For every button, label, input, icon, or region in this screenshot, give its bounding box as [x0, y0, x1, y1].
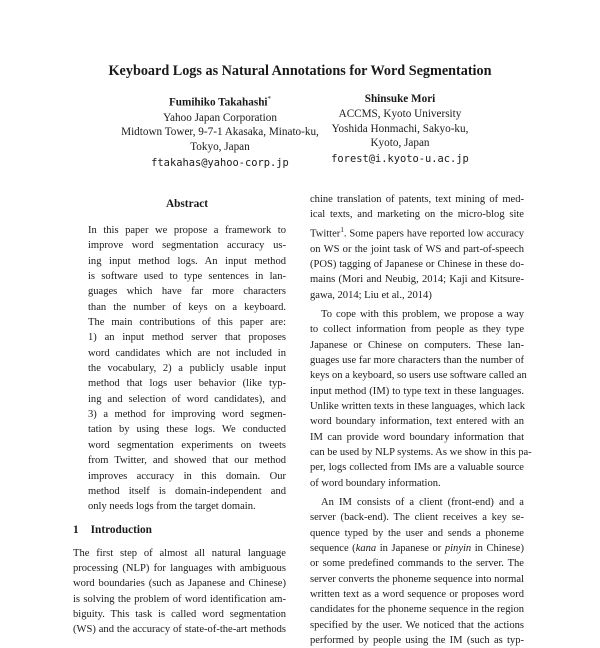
author-email: forest@i.kyoto-u.ac.jp: [331, 153, 469, 166]
abstract-line: 1) an input method server that proposes: [88, 332, 286, 344]
body-line: An IM consists of a client (front-end) and a: [321, 497, 524, 509]
abstract-line: only needs logs from the target domain.: [88, 501, 256, 513]
affiliation-line: Yoshida Honmachi, Sakyo-ku,: [331, 122, 469, 135]
body-line: mains (Mori and Neubig, 2014; Kaji and Kitsure-: [310, 274, 524, 286]
section-number: 1: [73, 523, 79, 536]
body-line: server (back-end). The client receives a key se-: [310, 512, 524, 524]
abstract-body: [88, 223, 286, 515]
author-email: ftakahas@yahoo-corp.jp: [151, 156, 289, 169]
abstract-line: from Twitter, and showed that our method: [88, 455, 286, 467]
body-line: gawa, 2014; Liu et al., 2014): [310, 289, 432, 301]
introduction-body: [73, 546, 286, 638]
affiliation-line: Yahoo Japan Corporation: [163, 111, 277, 124]
author-block-2: [285, 92, 515, 167]
abstract-line: improve word segmentation accuracy us-: [88, 240, 286, 252]
body-line: candidates for the phoneme sequence in the region: [310, 604, 524, 616]
abstract-line: method that logs user behavior (like typ-: [88, 378, 286, 390]
affiliation-line: ACCMS, Kyoto University: [338, 107, 462, 120]
body-line: can be used by NLP systems. As we show in this pa-: [310, 447, 532, 459]
section-title: Introduction: [90, 523, 152, 536]
abstract-line: improves accuracy in this domain. Our: [88, 470, 286, 482]
body-line: is solving the problem of word identification am-: [73, 593, 286, 605]
author-name: Fumihiko Takahashi*: [168, 95, 272, 109]
body-line: of word boundary information.: [310, 477, 441, 489]
abstract-heading: Abstract: [165, 198, 209, 210]
body-line: input method (IM) to type text in these languages.: [310, 385, 524, 397]
abstract-line: guages which have far more characters: [88, 286, 286, 298]
abstract-line: the vocabulary, 2) a publicly usable input: [88, 363, 286, 375]
abstract-line: In this paper we propose a framework to: [88, 225, 286, 236]
body-line: ical texts, and marketing on the micro-blog site: [310, 209, 524, 221]
abstract-line: tation by using these logs. We conducted: [88, 424, 286, 436]
body-line: The first step of almost all natural language: [73, 547, 286, 559]
body-line: biguity. This task is called word segmentation: [73, 608, 286, 620]
abstract-line: ing and selection of word candidates), and: [88, 393, 286, 405]
body-line: Unlike written texts in these languages, which lack: [310, 400, 525, 412]
body-line: Japanese or Chinese on computers. These lan-: [310, 339, 524, 351]
body-line: chine translation of patents, text mining of med-: [310, 194, 524, 205]
body-line: Twitter$^1$. Some papers have reported low accuracy: [310, 225, 524, 240]
body-line: sequence (kana in Japanese or pinyin in Chinese): [310, 543, 524, 555]
section-heading: [73, 523, 286, 538]
body-line: guages use far more characters than the number of: [310, 354, 524, 366]
left-column: [73, 197, 286, 638]
body-line: word boundary information, text entered with an: [310, 416, 524, 428]
body-line: to collect information from people as they type: [310, 324, 524, 336]
body-line: server converts the phoneme sequence into normal: [310, 573, 524, 585]
body-line: quence typed by the user and sends a phoneme: [310, 527, 524, 539]
affiliation-mark: *: [267, 95, 272, 103]
body-line: specified by the user. We noticed that the actions: [310, 619, 524, 631]
body-line: keys on a keyboard, so users use software called an: [310, 370, 527, 382]
body-line: written text as a word sequence or proposes word: [310, 589, 524, 601]
abstract-line: than the number of keys on a keyboard.: [88, 301, 286, 313]
body-line: (WS) and the accuracy of state-of-the-art methods: [73, 624, 286, 636]
abstract-line: 3) a method for improving word segmen-: [88, 409, 286, 421]
footnote-mark: 1: [340, 225, 344, 234]
affiliation-line: Kyoto, Japan: [370, 137, 430, 150]
affiliation-line: Midtown Tower, 9-7-1 Akasaka, Minato-ku,: [121, 126, 319, 139]
body-line: on WS or the joint task of WS and part-of-speech: [310, 243, 524, 255]
body-line: To cope with this problem, we propose a way: [321, 308, 524, 320]
body-line: (POS) tagging of Japanese or Chinese in these do-: [310, 258, 524, 270]
abstract-line: method itself is domain-independent and: [88, 485, 286, 497]
author-name: Shinsuke Mori: [364, 93, 436, 105]
body-line: per, logs collected from IMs are a valuable source: [310, 462, 524, 474]
abstract-line: The main contributions of this paper are:: [88, 317, 286, 329]
abstract-line: ing input method logs. An input method: [88, 255, 286, 267]
abstract-line: word segmentation experiments on tweets: [88, 439, 286, 451]
body-line: word boundaries (such as Japanese and Chinese): [73, 578, 286, 590]
abstract-line: is software used to type sentences in lan-: [88, 271, 286, 283]
right-column: [310, 192, 532, 648]
body-line: performed by people using the IM (such as typ-: [310, 635, 524, 647]
body-line: processing (NLP) for languages with ambiguous: [73, 562, 286, 574]
body-line: IM can provide word boundary information that: [310, 431, 524, 443]
body-line: or some predefined commands to the server. The: [310, 558, 524, 570]
paper-title: Keyboard Logs as Natural Annotations for Word Segmentation: [108, 63, 492, 79]
affiliation-line: Tokyo, Japan: [190, 141, 250, 154]
abstract-line: word candidates which are not included in: [88, 347, 286, 359]
